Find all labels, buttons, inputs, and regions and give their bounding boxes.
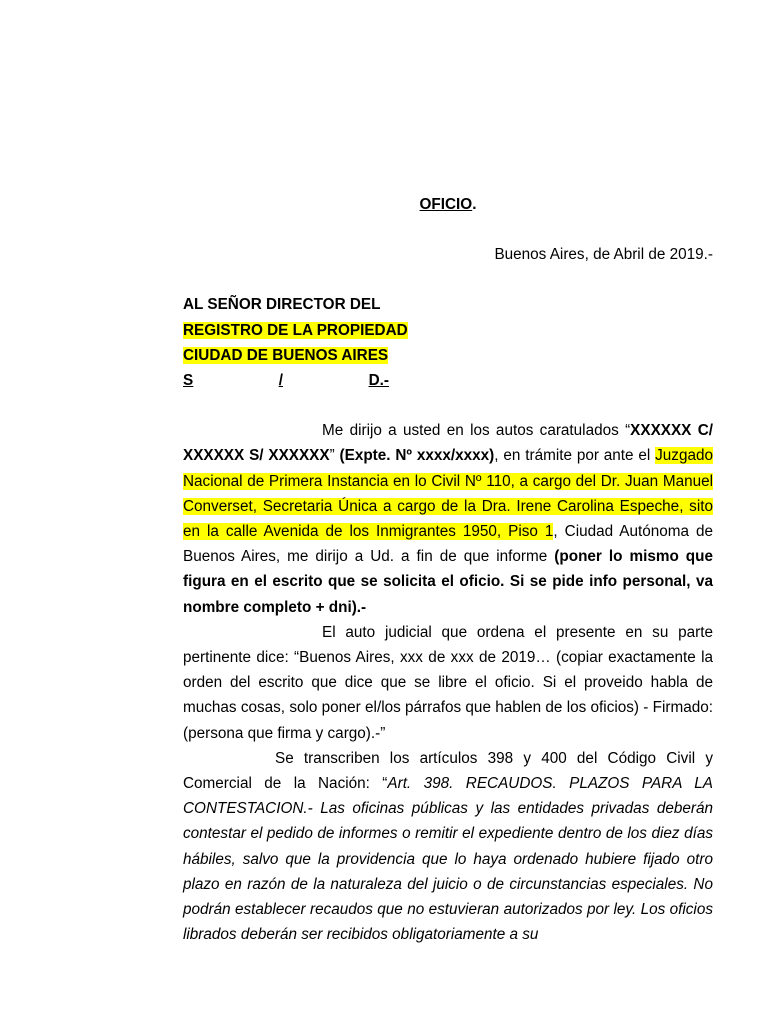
paragraph-2: El auto judicial que ordena el presente en su parte pertinente dice: “Buenos Aires, xxx de xxx de 2019… (copiar exactamente la orden del escrito que dice que se libre el oficio. Si el proveido habla de muchas cosas, solo poner el/los párrafos que hablen de los oficios) - Firmado: (persona que firma y cargo).-” <box>183 623 713 742</box>
paragraph-3 <box>183 746 713 948</box>
sd-s: S <box>183 372 194 390</box>
paragraph-1 <box>183 418 713 620</box>
instruction-note: (poner lo mismo que figura en el escrito que se solicita el oficio. Si se pide info personal, va nombre completo + dni).- <box>183 548 713 616</box>
addressee-line-1: AL SEÑOR DIRECTOR DEL <box>183 296 381 314</box>
article-398-text: Art. 398. RECAUDOS. PLAZOS PARA LA CONTESTACION.- Las oficinas públicas y las entidades privadas deberán contestar el pedido de informes o remitir el expediente dentro de los diez días hábiles, salvo que la providencia que lo haya ordenado hubiere fijado otro plazo en razón de la naturaleza del juicio o de circunstancias especiales. No podrán establecer recaudos que no estuvieran autorizados por ley. Los oficios librados deberán ser recibidos obligatoriamente a su <box>183 775 713 944</box>
court-details: Juzgado Nacional de Primera Instancia en lo Civil Nº 110, a cargo del Dr. Juan Manuel Converset, Secretaria Única a cargo de la Dra. Irene Carolina Espeche, sito en la calle Avenida de los Inmigrantes 1950, Piso 1 <box>183 447 713 541</box>
date-line: Buenos Aires, de Abril de 2019.- <box>494 246 713 264</box>
para1-text-4: , Ciudad Autónoma de Buenos Aires, me dirijo a Ud. a fin de que informe <box>183 523 713 566</box>
sd-line <box>183 368 389 393</box>
sd-slash: / <box>278 372 284 390</box>
title-suffix: . <box>472 196 477 213</box>
title-text: OFICIO <box>419 196 473 213</box>
expte-number: (Expte. Nº xxxx/xxxx) <box>339 447 495 465</box>
para3-text-1: Se transcriben los artículos 398 y 400 del Código Civil y Comercial de la Nación: “ <box>183 749 713 793</box>
document-title <box>183 192 713 217</box>
sd-d: D.- <box>368 372 389 390</box>
para1-text-2: ” <box>329 447 340 465</box>
document-body <box>183 192 713 947</box>
addressee-registry: REGISTRO DE LA PROPIEDAD <box>183 321 408 339</box>
addressee-line-2 <box>183 318 713 343</box>
case-name: XXXXXX C/ XXXXXX S/ XXXXXX <box>183 422 714 465</box>
addressee-city: CIUDAD DE BUENOS AIRES <box>183 346 389 364</box>
para1-text-1: Me dirijo a usted en los autos caratulados “ <box>322 422 631 440</box>
para1-text-3: , en trámite por ante el <box>494 447 656 465</box>
addressee-line-3 <box>183 343 713 368</box>
